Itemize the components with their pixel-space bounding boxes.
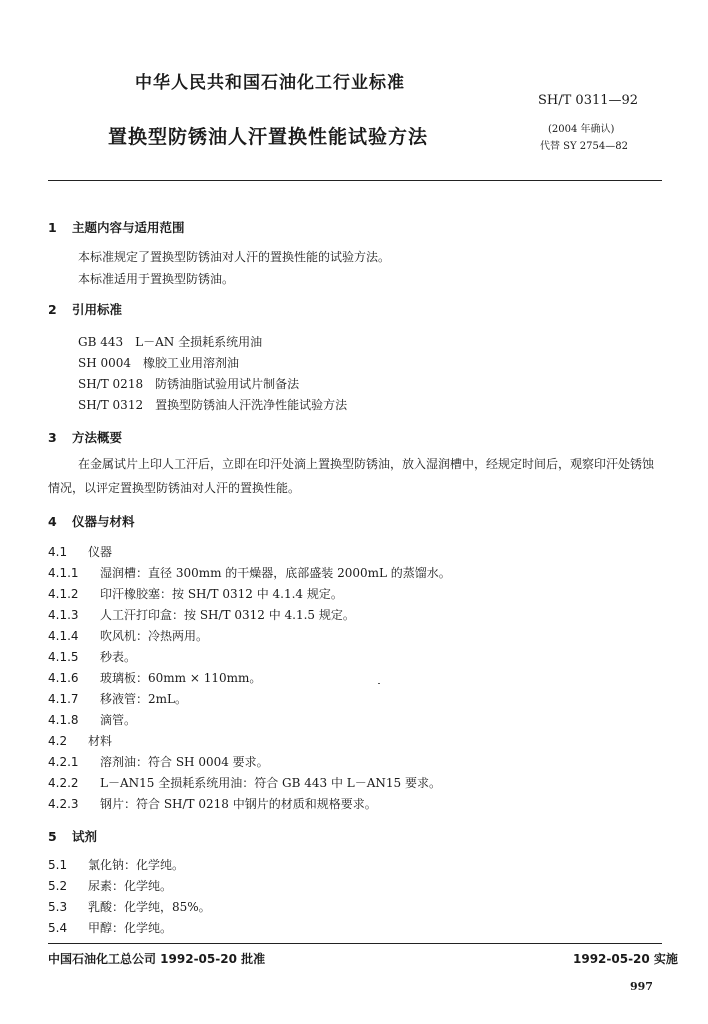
section-3-paragraph: 在金属试片上印人工汗后，立即在印汗处滴上置换型防锈油，放入湿润槽中，经规定时间后，观察印汗处锈蚀情况，以评定置换型防锈油对人汗的置换性能。	[48, 457, 655, 495]
list-item: 4.1.3 人工汗打印盒：按 SH/T 0312 中 4.1.5 规定。	[48, 608, 355, 622]
list-item: 4.1.4 吹风机：冷热两用。	[48, 629, 209, 643]
list-item: 4.2.1 溶剂油：符合 SH 0004 要求。	[48, 755, 269, 769]
document-title: 置换型防锈油人汗置换性能试验方法	[108, 126, 429, 148]
standard-code: SH/T 0311—92	[538, 93, 639, 108]
scan-speck	[378, 683, 380, 684]
footer-divider	[48, 943, 662, 944]
list-item: 4.2 材料	[48, 734, 113, 748]
approval-line: 中国石油化工总公司 1992-05-20 批准	[48, 952, 266, 966]
standard-name: 中华人民共和国石油化工行业标准	[135, 73, 405, 93]
section-1-paragraph-2: 本标准适用于置换型防锈油。	[78, 272, 235, 286]
page-number: 997	[630, 980, 653, 993]
replaces-note: 代替 SY 2754—82	[540, 141, 628, 152]
reference-item: SH 0004 橡胶工业用溶剂油	[78, 356, 240, 370]
section-1-heading: 1 主题内容与适用范围	[48, 220, 185, 235]
list-item: 4.1.7 移液管：2mL。	[48, 692, 187, 706]
list-item: 4.1.1 湿润槽：直径 300mm 的干燥器，底部盛装 2000mL 的蒸馏水。	[48, 566, 451, 580]
section-5-heading: 5 试剂	[48, 829, 98, 844]
section-1-paragraph-1: 本标准规定了置换型防锈油对人汗的置换性能的试验方法。	[78, 250, 391, 264]
list-item: 4.2.3 钢片：符合 SH/T 0218 中钢片的材质和规格要求。	[48, 797, 377, 811]
list-item: 5.2 尿素：化学纯。	[48, 879, 173, 893]
section-4-heading: 4 仪器与材料	[48, 514, 135, 529]
list-item: 4.1.6 玻璃板：60mm × 110mm。	[48, 671, 262, 685]
reference-item: SH/T 0218 防锈油脂试验用试片制备法	[78, 377, 300, 391]
header-divider	[48, 180, 662, 181]
section-2-heading: 2 引用标准	[48, 302, 123, 317]
implementation-date: 1992-05-20 实施	[573, 952, 678, 966]
list-item: 5.4 甲醇：化学纯。	[48, 921, 173, 935]
list-item: 4.1.2 印汗橡胶塞：按 SH/T 0312 中 4.1.4 规定。	[48, 587, 343, 601]
list-item: 4.2.2 L－AN15 全损耗系统用油：符合 GB 443 中 L－AN15 要求。	[48, 776, 442, 790]
list-item: 4.1.5 秒表。	[48, 650, 137, 664]
reconfirm-note: (2004 年确认)	[548, 124, 615, 135]
list-item: 4.1 仪器	[48, 545, 113, 559]
list-item: 5.3 乳酸：化学纯，85%。	[48, 900, 211, 914]
reference-item: GB 443 L－AN 全损耗系统用油	[78, 335, 263, 349]
list-item: 4.1.8 滴管。	[48, 713, 137, 727]
reference-item: SH/T 0312 置换型防锈油人汗洗净性能试验方法	[78, 398, 348, 412]
section-3-heading: 3 方法概要	[48, 430, 123, 445]
list-item: 5.1 氯化钠：化学纯。	[48, 858, 185, 872]
